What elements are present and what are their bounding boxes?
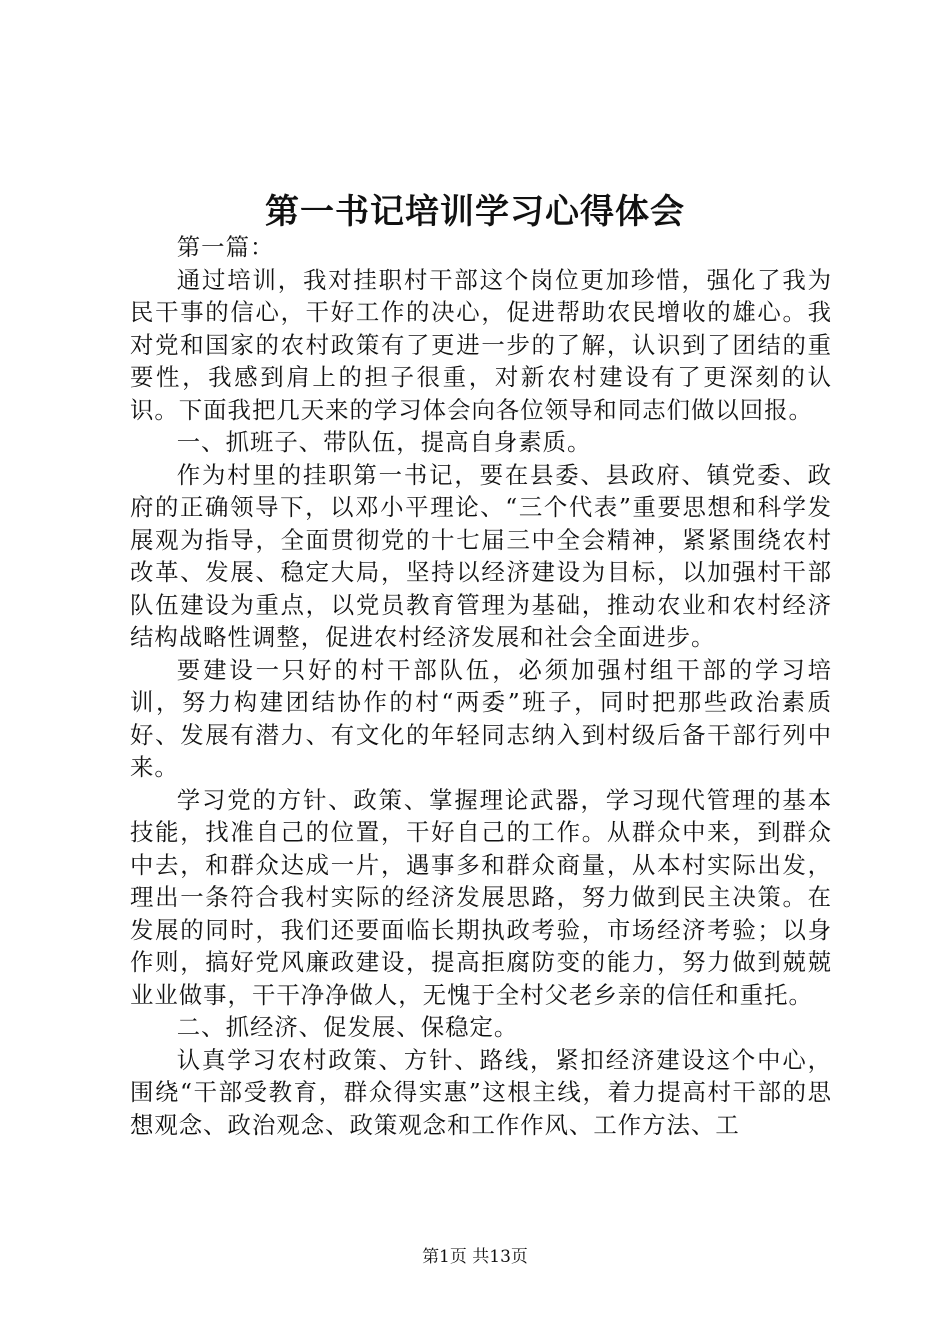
section-label: 第一篇： [176, 233, 275, 261]
document-title: 第一书记培训学习心得体会 [265, 192, 685, 232]
body-paragraph: 学习党的方针、政策、掌握理论武器，学习现代管理的基本技能，找准自己的位置，干好自己的工作。从群众中来，到群众中去，和群众达成一片，遇事多和群众商量，从本村实际出发，理出一条符合我村实际的经济发展思路，努力做到民主决策。在发展的同时，我们还要面临长期执政考验，市场经济考验；以身作则，搞好党风廉政建设，提高拒腐防变的能力，努力做到兢兢业业做事，干干净净做人，无愧于全村父老乡亲的信任和重托。 [130, 785, 832, 1009]
body-paragraph: 作为村里的挂职第一书记，要在县委、县政府、镇党委、政府的正确领导下，以邓小平理论、“三个代表”重要思想和科学发展观为指导，全面贯彻党的十七届三中全会精神，紧紧围绕农村改革、发展、稳定大局，坚持以经济建设为目标，以加强村干部队伍建设为重点，以党员教育管理为基础，推动农业和农村经济结构战略性调整，促进农村经济发展和社会全面进步。 [130, 460, 832, 651]
page-number-footer: 第1页 共13页 [422, 1247, 528, 1267]
body-paragraph: 通过培训，我对挂职村干部这个岗位更加珍惜，强化了我为民干事的信心，干好工作的决心，促进帮助农民增收的雄心。我对党和国家的农村政策有了更进一步的了解，认识到了团结的重要性，我感到肩上的担子很重，对新农村建设有了更深刻的认识。下面我把几天来的学习体会向各位领导和同志们做以回报。 [130, 265, 832, 424]
section-heading: 二、抓经济、促发展、保稳定。 [176, 1013, 519, 1041]
body-paragraph: 要建设一只好的村干部队伍，必须加强村组干部的学习培训，努力构建团结协作的村“两委”班子，同时把那些政治素质好、发展有潜力、有文化的年轻同志纳入到村级后备干部行列中来。 [130, 655, 832, 781]
document-body [130, 231, 832, 1141]
section-heading: 一、抓班子、带队伍，提高自身素质。 [176, 428, 592, 456]
body-paragraph: 认真学习农村政策、方针、路线，紧扣经济建设这个中心，围绕“干部受教育，群众得实惠”这根主线，着力提高村干部的思想观念、政治观念、政策观念和工作作风、工作方法、工 [130, 1045, 832, 1139]
